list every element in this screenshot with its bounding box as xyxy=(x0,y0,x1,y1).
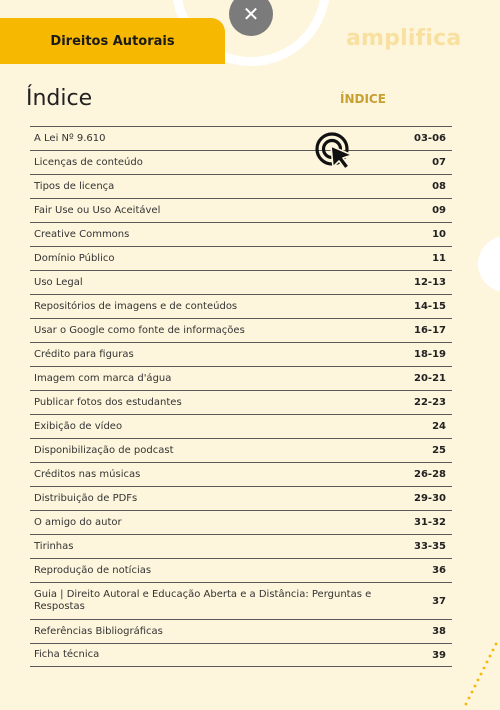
toc-item-pages: 18-19 xyxy=(414,349,446,360)
toc-item-pages: 29-30 xyxy=(414,493,446,504)
toc-item-label: Ficha técnica xyxy=(34,649,100,660)
toc-item-pages: 07 xyxy=(432,157,446,168)
toc-item-label: Distribuição de PDFs xyxy=(34,492,138,504)
toc-item-label: Repositórios de imagens e de conteúdos xyxy=(34,300,238,312)
toc-item-label: Disponibilização de podcast xyxy=(34,444,174,456)
toc-item-label: Reprodução de notícias xyxy=(34,564,152,576)
toc-item-pages: 09 xyxy=(432,205,446,216)
toc-item[interactable] xyxy=(30,222,452,246)
toc-item[interactable] xyxy=(30,414,452,438)
toc-item[interactable] xyxy=(30,366,452,390)
toc-item-pages: 12-13 xyxy=(414,277,446,288)
toc-item-pages: 39 xyxy=(432,649,446,661)
toc-item-label: Fair Use ou Uso Aceitável xyxy=(34,204,161,216)
section-tab-label: Direitos Autorais xyxy=(50,33,175,49)
toc-item[interactable] xyxy=(30,246,452,270)
toc-item-label: Créditos nas músicas xyxy=(34,468,141,480)
toc-item-pages: 03-06 xyxy=(414,133,446,144)
page-subtitle: ÍNDICE xyxy=(340,92,386,106)
toc-item[interactable] xyxy=(30,150,452,174)
cursor-click-icon xyxy=(314,131,356,171)
toc-item-pages: 10 xyxy=(432,229,446,240)
toc-item[interactable] xyxy=(30,643,452,667)
toc-item-pages: 22-23 xyxy=(414,397,446,408)
toc-item-pages: 08 xyxy=(432,181,446,192)
page-title: Índice xyxy=(26,86,93,111)
toc-item-label: Guia | Direito Autoral e Educação Aberta e a Distância: Perguntas e Respostas xyxy=(34,589,372,612)
toc-item-label: Domínio Público xyxy=(34,252,115,264)
toc-item[interactable] xyxy=(30,619,452,643)
toc-item-label: Creative Commons xyxy=(34,228,130,240)
toc-item-label: O amigo do autor xyxy=(34,516,122,528)
toc-item-pages: 37 xyxy=(432,595,446,607)
toc-item-pages: 16-17 xyxy=(414,325,446,336)
toc-item[interactable] xyxy=(30,582,452,619)
toc-item[interactable] xyxy=(30,174,452,198)
section-tab xyxy=(0,18,225,64)
toc-item-pages: 36 xyxy=(432,565,446,576)
toc-item[interactable] xyxy=(30,438,452,462)
toc-item-pages: 33-35 xyxy=(414,541,446,552)
table-of-contents xyxy=(30,126,452,667)
toc-item[interactable] xyxy=(30,198,452,222)
toc-item[interactable] xyxy=(30,558,452,582)
toc-item-pages: 14-15 xyxy=(414,301,446,312)
toc-item-pages: 20-21 xyxy=(414,373,446,384)
toc-item-pages: 25 xyxy=(432,445,446,456)
toc-item-label: Crédito para figuras xyxy=(34,348,134,360)
toc-item[interactable] xyxy=(30,486,452,510)
toc-item-pages: 26-28 xyxy=(414,469,446,480)
toc-item-label: Publicar fotos dos estudantes xyxy=(34,396,182,408)
toc-item-pages: 11 xyxy=(432,253,446,264)
toc-item[interactable] xyxy=(30,462,452,486)
toc-item-pages: 38 xyxy=(432,626,446,637)
toc-item-label: Imagem com marca d'água xyxy=(34,372,172,384)
toc-item[interactable] xyxy=(30,390,452,414)
toc-item-label: Tirinhas xyxy=(34,540,74,552)
toc-item[interactable] xyxy=(30,270,452,294)
brand-logo: amplifica xyxy=(346,26,462,51)
toc-item-label: A Lei Nº 9.610 xyxy=(34,132,106,144)
toc-item[interactable] xyxy=(30,342,452,366)
toc-item[interactable] xyxy=(30,294,452,318)
toc-item[interactable] xyxy=(30,534,452,558)
toc-item-label: Usar o Google como fonte de informações xyxy=(34,324,245,336)
toc-item-label: Uso Legal xyxy=(34,276,83,288)
toc-item-label: Referências Bibliográficas xyxy=(34,625,163,637)
toc-item-pages: 24 xyxy=(432,421,446,432)
decorative-circle xyxy=(478,236,500,292)
decorative-dots xyxy=(456,640,500,710)
toc-item-label: Tipos de licença xyxy=(34,180,115,192)
toc-item-label: Licenças de conteúdo xyxy=(34,156,143,168)
toc-item[interactable] xyxy=(30,510,452,534)
toc-item-label: Exibição de vídeo xyxy=(34,420,123,432)
close-icon: ✕ xyxy=(242,2,260,26)
toc-item[interactable] xyxy=(30,318,452,342)
toc-item[interactable] xyxy=(30,126,452,150)
toc-item-pages: 31-32 xyxy=(414,517,446,528)
